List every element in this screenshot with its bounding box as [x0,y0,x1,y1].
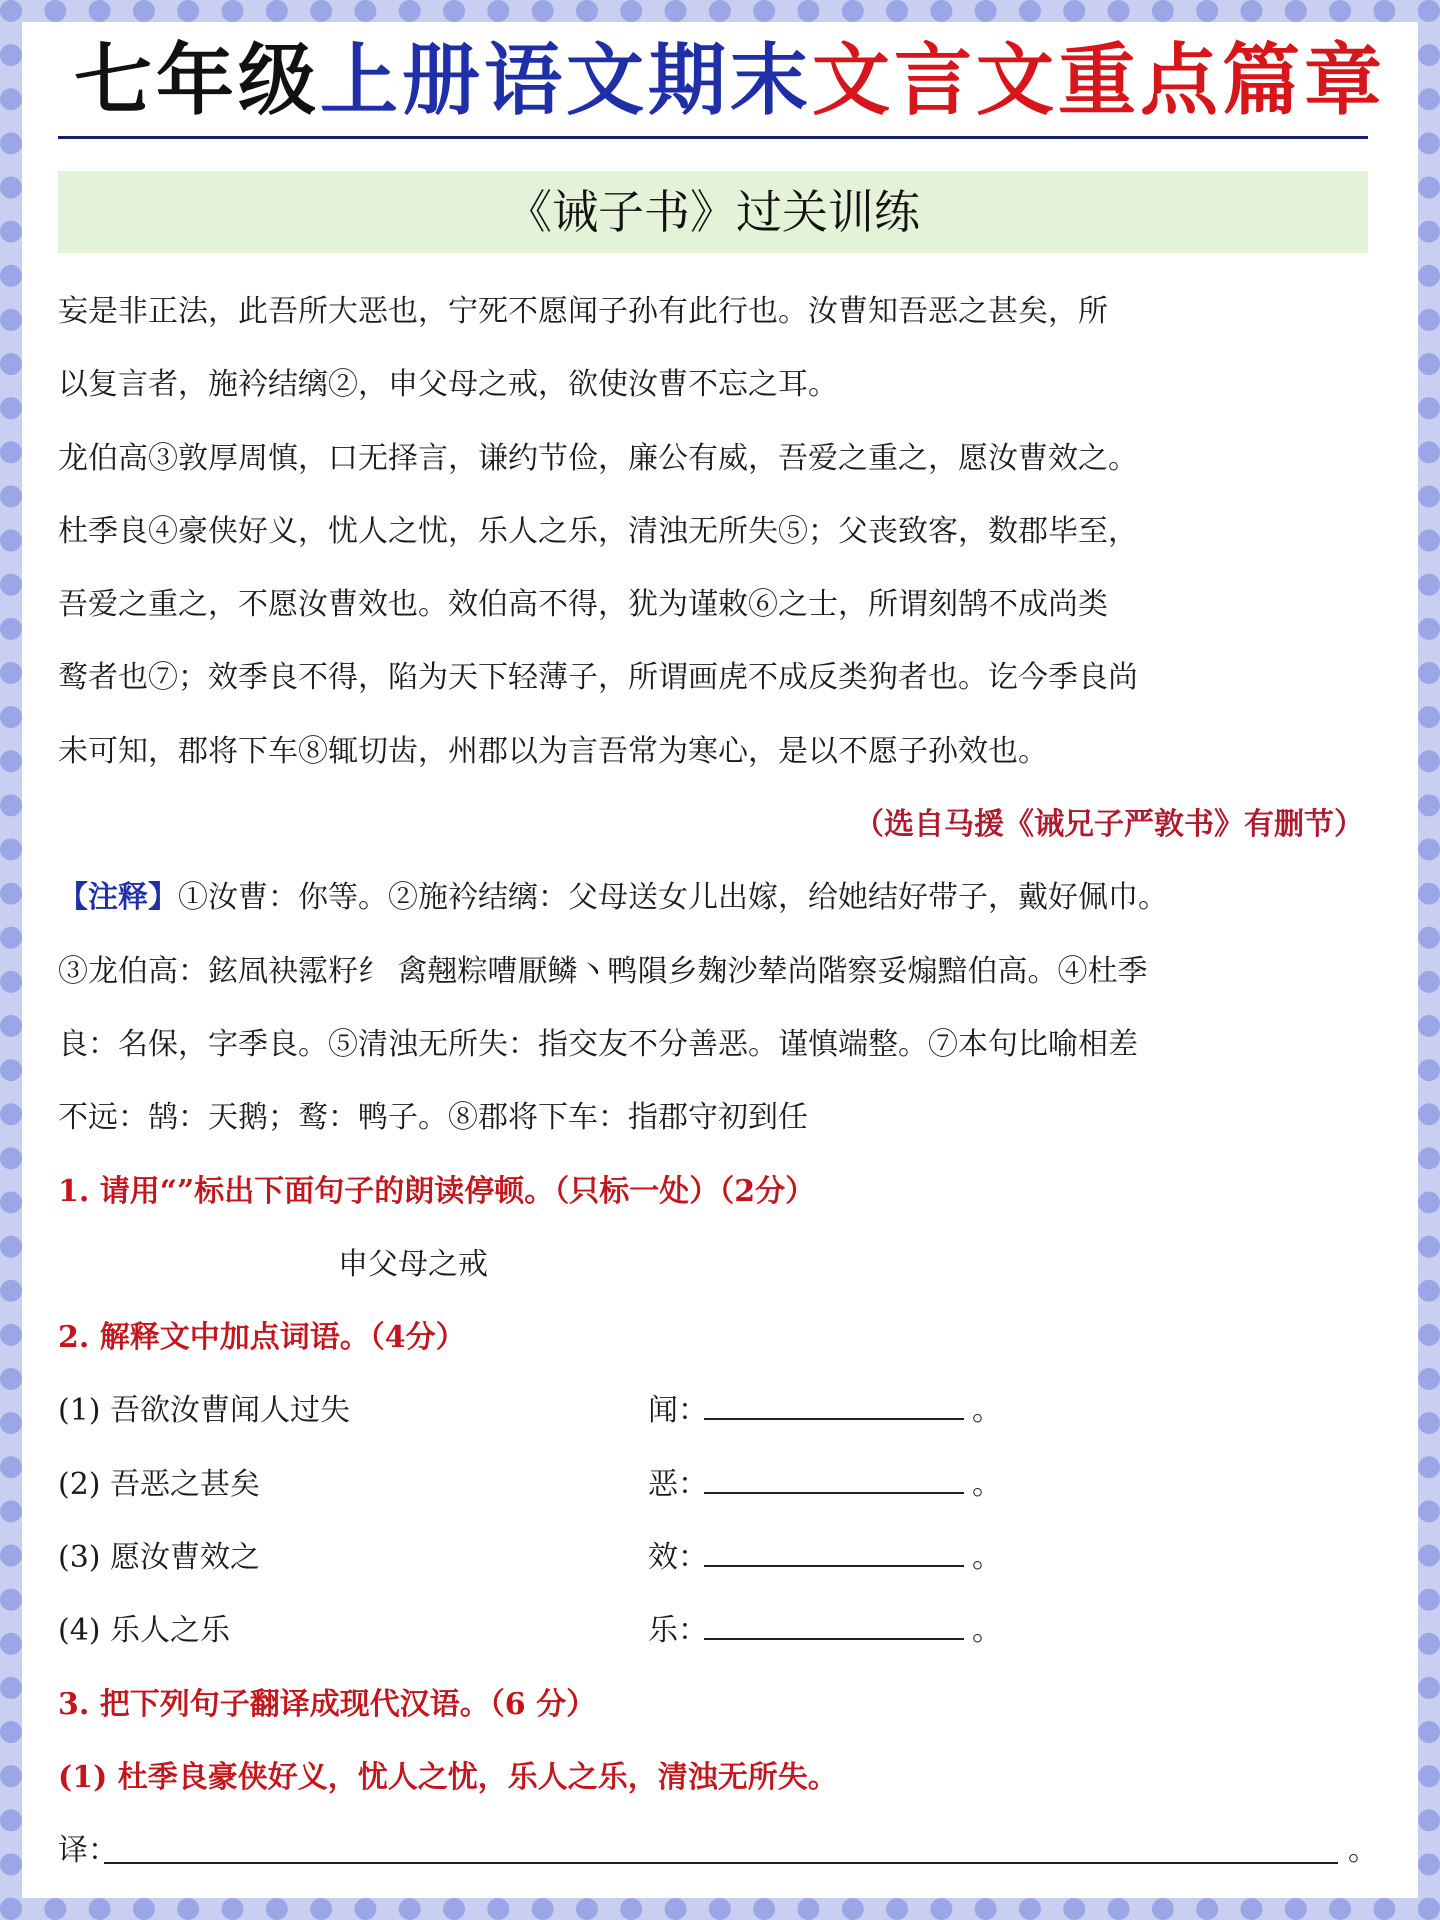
answer-blank[interactable] [704,1565,964,1567]
question-2-item [58,1594,1368,1667]
title-topic: 文言文重点篇章 [812,36,1387,126]
worksheet-body [58,275,1378,1888]
question-1: 1. 请用“”标出下面句子的朗读停顿。（只标一处）（2分） [58,1173,816,1209]
passage-line: 以复言者，施衿结缡②，申父母之戒，欲使汝曹不忘之耳。 [58,367,838,403]
answer-blank[interactable] [704,1418,964,1420]
item-word: 乐： [648,1613,708,1649]
notes-line: ③龙伯高：鉉凮袂霐籽纟 禽翹粽嘈厭鳞丶鸭隕乡麹沙辇尚階察妥煽黯伯高。④杜季 [58,953,1148,989]
question-2: 2. 解释文中加点词语。（4分） [58,1320,466,1356]
answer-blank[interactable] [704,1638,964,1640]
question-1-phrase: 申父母之戒 [338,1246,488,1282]
answer-blank[interactable] [704,1492,964,1494]
passage-source: （选自马援《诫兄子严敦书》有删节） [854,807,1364,843]
section-banner: 《诫子书》过关训练 [58,171,1368,253]
question-3: 3. 把下列句子翻译成现代汉语。（6 分） [58,1686,597,1722]
notes-line [58,861,1368,934]
translation-blank[interactable] [104,1862,1338,1864]
item-sentence: (4) 乐人之乐 [58,1613,231,1649]
passage-line: 吾爱之重之，不愿汝曹效也。效伯高不得，犹为谨敕⑥之士，所谓刻鹄不成尚类 [58,587,1108,623]
item-sentence: (3) 愿汝曹效之 [58,1540,261,1576]
passage-line: 杜季良④豪侠好义，忧人之忧，乐人之乐，清浊无所失⑤；父丧致客，数郡毕至， [58,513,1138,549]
notes-line: 良：名保，字季良。⑤清浊无所失：指交友不分善恶。谨慎端整。⑦本句比喻相差 [58,1026,1138,1062]
notes-line: 不远：鹄：天鹅；鹜：鸭子。⑧郡将下车：指郡守初到任 [58,1100,808,1136]
item-sentence: (2) 吾恶之甚矣 [58,1466,261,1502]
translation-period: 。 [1348,1833,1378,1869]
item-word: 闻： [648,1393,708,1429]
passage-line: 未可知，郡将下车⑧辄切齿，州郡以为言吾常为寒心，是以不愿子孙效也。 [58,733,1048,769]
item-period: 。 [972,1613,1002,1649]
item-period: 。 [972,1466,1002,1502]
item-sentence: (1) 吾欲汝曹闻人过失 [58,1393,351,1429]
translation-row [58,1814,1378,1887]
notes-label: 【注释】 [58,880,178,916]
worksheet-page [58,26,1387,1888]
question-2-item [58,1374,1368,1447]
item-word: 效： [648,1540,708,1576]
title-grade: 七年级 [74,36,321,126]
question-2-item [58,1521,1368,1594]
notes-text: ①汝曹：你等。②施衿结缡：父母送女儿出嫁，给她结好带子，戴好佩巾。 [178,880,1168,916]
question-2-item [58,1448,1368,1521]
item-period: 。 [972,1540,1002,1576]
page-title [58,26,1387,139]
item-period: 。 [972,1393,1002,1429]
title-exam: 上册语文期末 [320,36,813,126]
translation-label: 译： [58,1833,118,1869]
passage-line: 妄是非正法，此吾所大恶也，宁死不愿闻子孙有此行也。汝曹知吾恶之甚矣，所 [58,294,1108,329]
passage-line: 龙伯高③敦厚周慎，口无择言，谦约节俭，廉公有威，吾爱之重之，愿汝曹效之。 [58,440,1138,476]
question-3-sub-1: (1) 杜季良豪侠好义，忧人之忧，乐人之乐，清浊无所失。 [58,1759,838,1795]
passage-line: 鹜者也⑦；效季良不得，陷为天下轻薄子，所谓画虎不成反类狗者也。讫今季良尚 [58,660,1138,696]
item-word: 恶： [648,1466,708,1502]
